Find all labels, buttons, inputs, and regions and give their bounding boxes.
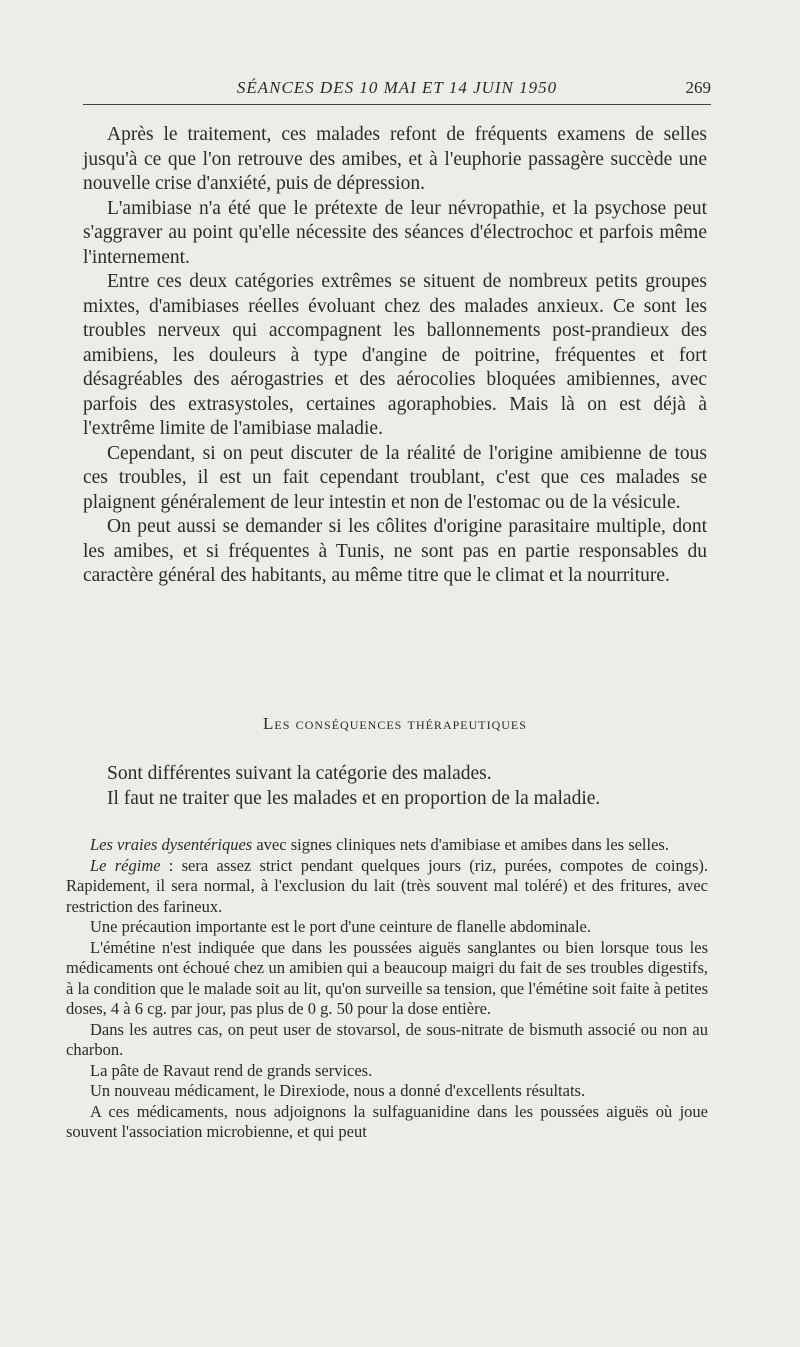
paragraph — [66, 856, 708, 918]
paragraph: Dans les autres cas, on peut user de stovarsol, de sous-nitrate de bismuth associé ou non au charbon. — [66, 1019, 708, 1059]
page-number: 269 — [685, 78, 711, 97]
small-print-section — [66, 835, 708, 1143]
italic-term: Les vraies dysentériques — [90, 835, 253, 854]
paragraph: L'émétine n'est indiquée que dans les poussées aiguës sanglantes ou bien lorsque tous les médicaments ont échoué chez un amibien qui a beaucoup maigri du fait de ses troubles digestifs, à la condition que le malade soit au lit, qu'on surveille sa tension, que l'émétine soit faite à petites doses, 4 à 6 cg. par jour, pas plus de 0 g. 50 pour la dose entière. — [66, 937, 708, 1018]
section-heading: Les conséquences thérapeutiques — [263, 714, 527, 733]
paragraph: Une précaution importante est le port d'une ceinture de flanelle abdominale. — [90, 917, 591, 936]
intro-line: Sont différentes suivant la catégorie des malades. — [107, 763, 492, 784]
page-header — [83, 78, 711, 105]
main-text — [83, 123, 707, 589]
paragraph: Un nouveau médicament, le Direxiode, nous a donné d'excellents résultats. — [90, 1081, 586, 1100]
paragraph: La pâte de Ravaut rend de grands services. — [90, 1060, 373, 1080]
paragraph: L'amibiase n'a été que le prétexte de leur névropathie, et la psychose peut s'aggraver au point qu'elle nécessite des séances d'électrochoc et parfois même l'internement. — [83, 197, 707, 268]
italic-term: Le régime — [90, 855, 161, 875]
running-head: SÉANCES DES 10 MAI ET 14 JUIN 1950 — [236, 78, 558, 97]
paragraph: Après le traitement, ces malades refont de fréquents examens de selles jusqu'à ce que l'on retrouve des amibes, et à l'euphorie passagère succède une nouvelle crise d'anxiété, puis de dépression. — [83, 124, 707, 194]
section-intro — [83, 762, 707, 811]
paragraph: A ces médicaments, nous adjoignons la sulfaguanidine dans les poussées aiguës où joue souvent l'association microbienne, et qui peut — [66, 1101, 708, 1141]
paragraph: On peut aussi se demander si les côlites d'origine parasitaire multiple, dont les amibes, et si fréquentes à Tunis, ne sont pas en partie responsables du caractère général des habitants, au même titre que le climat et la nourriture. — [83, 516, 707, 586]
paragraph: Entre ces deux catégories extrêmes se situent de nombreux petits groupes mixtes, d'amibiases réelles évoluant chez des malades anxieux. Ce sont les troubles nerveux qui accompagnent les ballonnements post-prandieux des amibiens, les douleurs à type d'angine de poitrine, fréquentes et fort désagréables des aérogastries et des aérocolies bloquées amibiennes, avec parfois des extrasystoles, certaines agoraphobies. Mais là on est déjà à l'extrême limite de l'amibiase maladie. — [83, 271, 707, 439]
intro-line: Il faut ne traiter que les malades et en proportion de la maladie. — [107, 787, 601, 809]
paragraph: Cependant, si on peut discuter de la réalité de l'origine amibienne de tous ces troubles, il est un fait cependant troublant, c'est que ces malades se plaignent généralement de leur intestin et non de l'estomac ou de la vésicule. — [83, 442, 707, 513]
paragraph-text: avec signes cliniques nets d'amibiase et amibes dans les selles. — [252, 835, 669, 854]
paragraph — [66, 835, 708, 856]
paragraph-text: : sera assez strict pendant quelques jours (riz, purées, compotes de coings). Rapidement, il sera normal, à l'exclusion du lait (très souvent mal toléré) et des fritures, avec restriction des farineux. — [66, 855, 708, 916]
